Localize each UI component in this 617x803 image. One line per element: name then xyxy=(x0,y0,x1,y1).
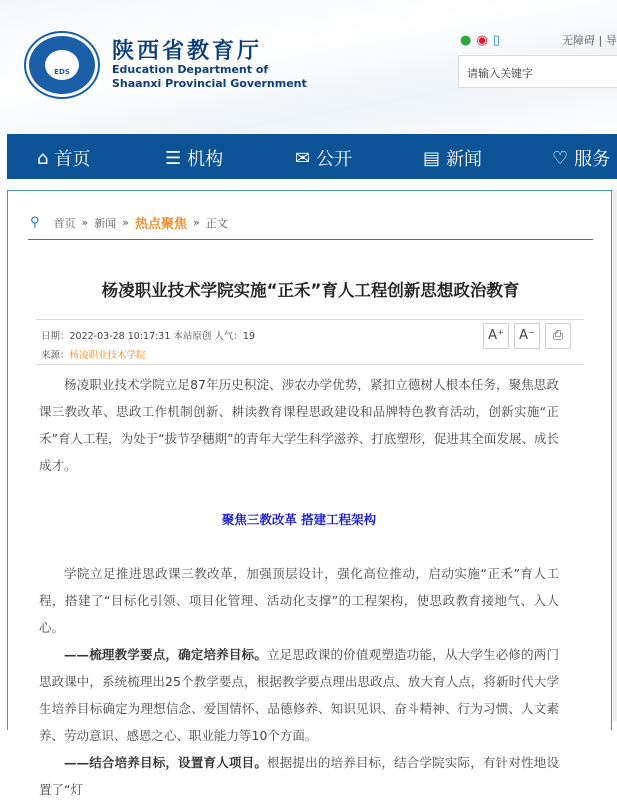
section-subtitle: 聚焦三教改革 搭建工程架构 xyxy=(221,512,377,527)
scrollbar[interactable] xyxy=(613,190,617,721)
book-icon: ▤ xyxy=(423,147,441,169)
article-body: 杨凌职业技术学院立足87年历史积淀、涉农办学优势，紧扣立德树人根本任务，聚焦思政课三教改革、思政工作机制创新、耕读教育课程思政建设和品牌特色教育活动，创新实施“正禾”育人工程，为处于“拔节孕穗期”的青年大学生科学滋养、打底塑形，促进其全面发展、成长成才。 聚焦三教改革 搭建工程架构 学院立足推进思政课三教改革，加强顶层设计，强化高位推动，启动实施“正禾”育人工程，搭建了“目标化引领、项目化管理、活动化支撑”的工程架构，使思政教育接地气、入人心。 ——梳理教学要点，确定培养目标。立足思政课的价值观塑造功能，从大学生必修的两门思政课中，系统梳理出25个教学要点，根据教学要点理出思政点、放大育人点，将新时代大学生培养目标确定为理想信念、爱国情怀、品德修养、知识见识、奋斗精神、行为习惯、人文素养、劳动意识、感恩之心、职业能力等10个方面。 ——结合培养目标，设置育人项目。根据提出的培养目标，结合学院实际，有针对性地设置了“灯 xyxy=(39,377,559,797)
search-input[interactable]: 请输入关键字 xyxy=(458,55,617,88)
article-container xyxy=(7,190,612,797)
print-icon[interactable]: ⎙ xyxy=(545,323,571,349)
mail-icon: ✉ xyxy=(295,147,311,169)
source-link[interactable]: 杨凌职业技术学院 xyxy=(69,350,146,361)
breadcrumb-hot[interactable]: 热点聚焦 xyxy=(135,217,188,232)
nav-public[interactable]: ✉ 公开 xyxy=(295,147,353,170)
font-increase-button[interactable]: A⁺ xyxy=(483,323,509,349)
nav-services[interactable]: ♡ 服务 xyxy=(552,147,611,170)
accessibility-link[interactable]: 无障碍 | 导 xyxy=(562,34,617,47)
nav-news[interactable]: ▤ 新闻 xyxy=(423,147,483,170)
divider xyxy=(36,364,584,365)
divider xyxy=(28,239,593,240)
social-links xyxy=(460,33,500,48)
mobile-icon[interactable]: ▯ xyxy=(492,33,500,48)
article-meta: 日期：2022-03-28 10:17:31 本站原创 人气：19 来源：杨凌职业技术学院 xyxy=(41,331,256,361)
heart-icon: ♡ xyxy=(552,147,569,169)
site-name-cn: 陕西省教育厅 xyxy=(112,38,263,64)
site-name-en: Education Department of Shaanxi Provincial Government xyxy=(112,63,307,90)
breadcrumb: ⚲ 首页 » 新闻 » 热点聚焦 » 正文 xyxy=(30,215,228,232)
breadcrumb-current: 正文 xyxy=(205,216,228,230)
nav-home[interactable]: ⌂ 首页 xyxy=(37,147,91,170)
site-header xyxy=(0,0,617,134)
nav-institutions[interactable]: ☰ 机构 xyxy=(165,147,224,170)
location-icon: ⚲ xyxy=(30,215,40,230)
breadcrumb-home[interactable]: 首页 xyxy=(53,216,76,230)
site-logo[interactable]: EDS xyxy=(26,33,98,97)
home-icon: ⌂ xyxy=(37,147,49,169)
list-icon: ☰ xyxy=(165,147,182,169)
font-decrease-button[interactable]: A⁻ xyxy=(514,323,540,349)
article-title: 杨凌职业技术学院实施“正禾”育人工程创新思想政治教育 xyxy=(101,281,520,300)
weibo-icon[interactable]: ◉ xyxy=(476,33,488,48)
wechat-icon[interactable]: ● xyxy=(460,33,472,48)
main-nav xyxy=(7,134,617,179)
breadcrumb-news[interactable]: 新闻 xyxy=(94,216,117,230)
divider xyxy=(36,319,584,320)
article-tools xyxy=(483,323,571,349)
